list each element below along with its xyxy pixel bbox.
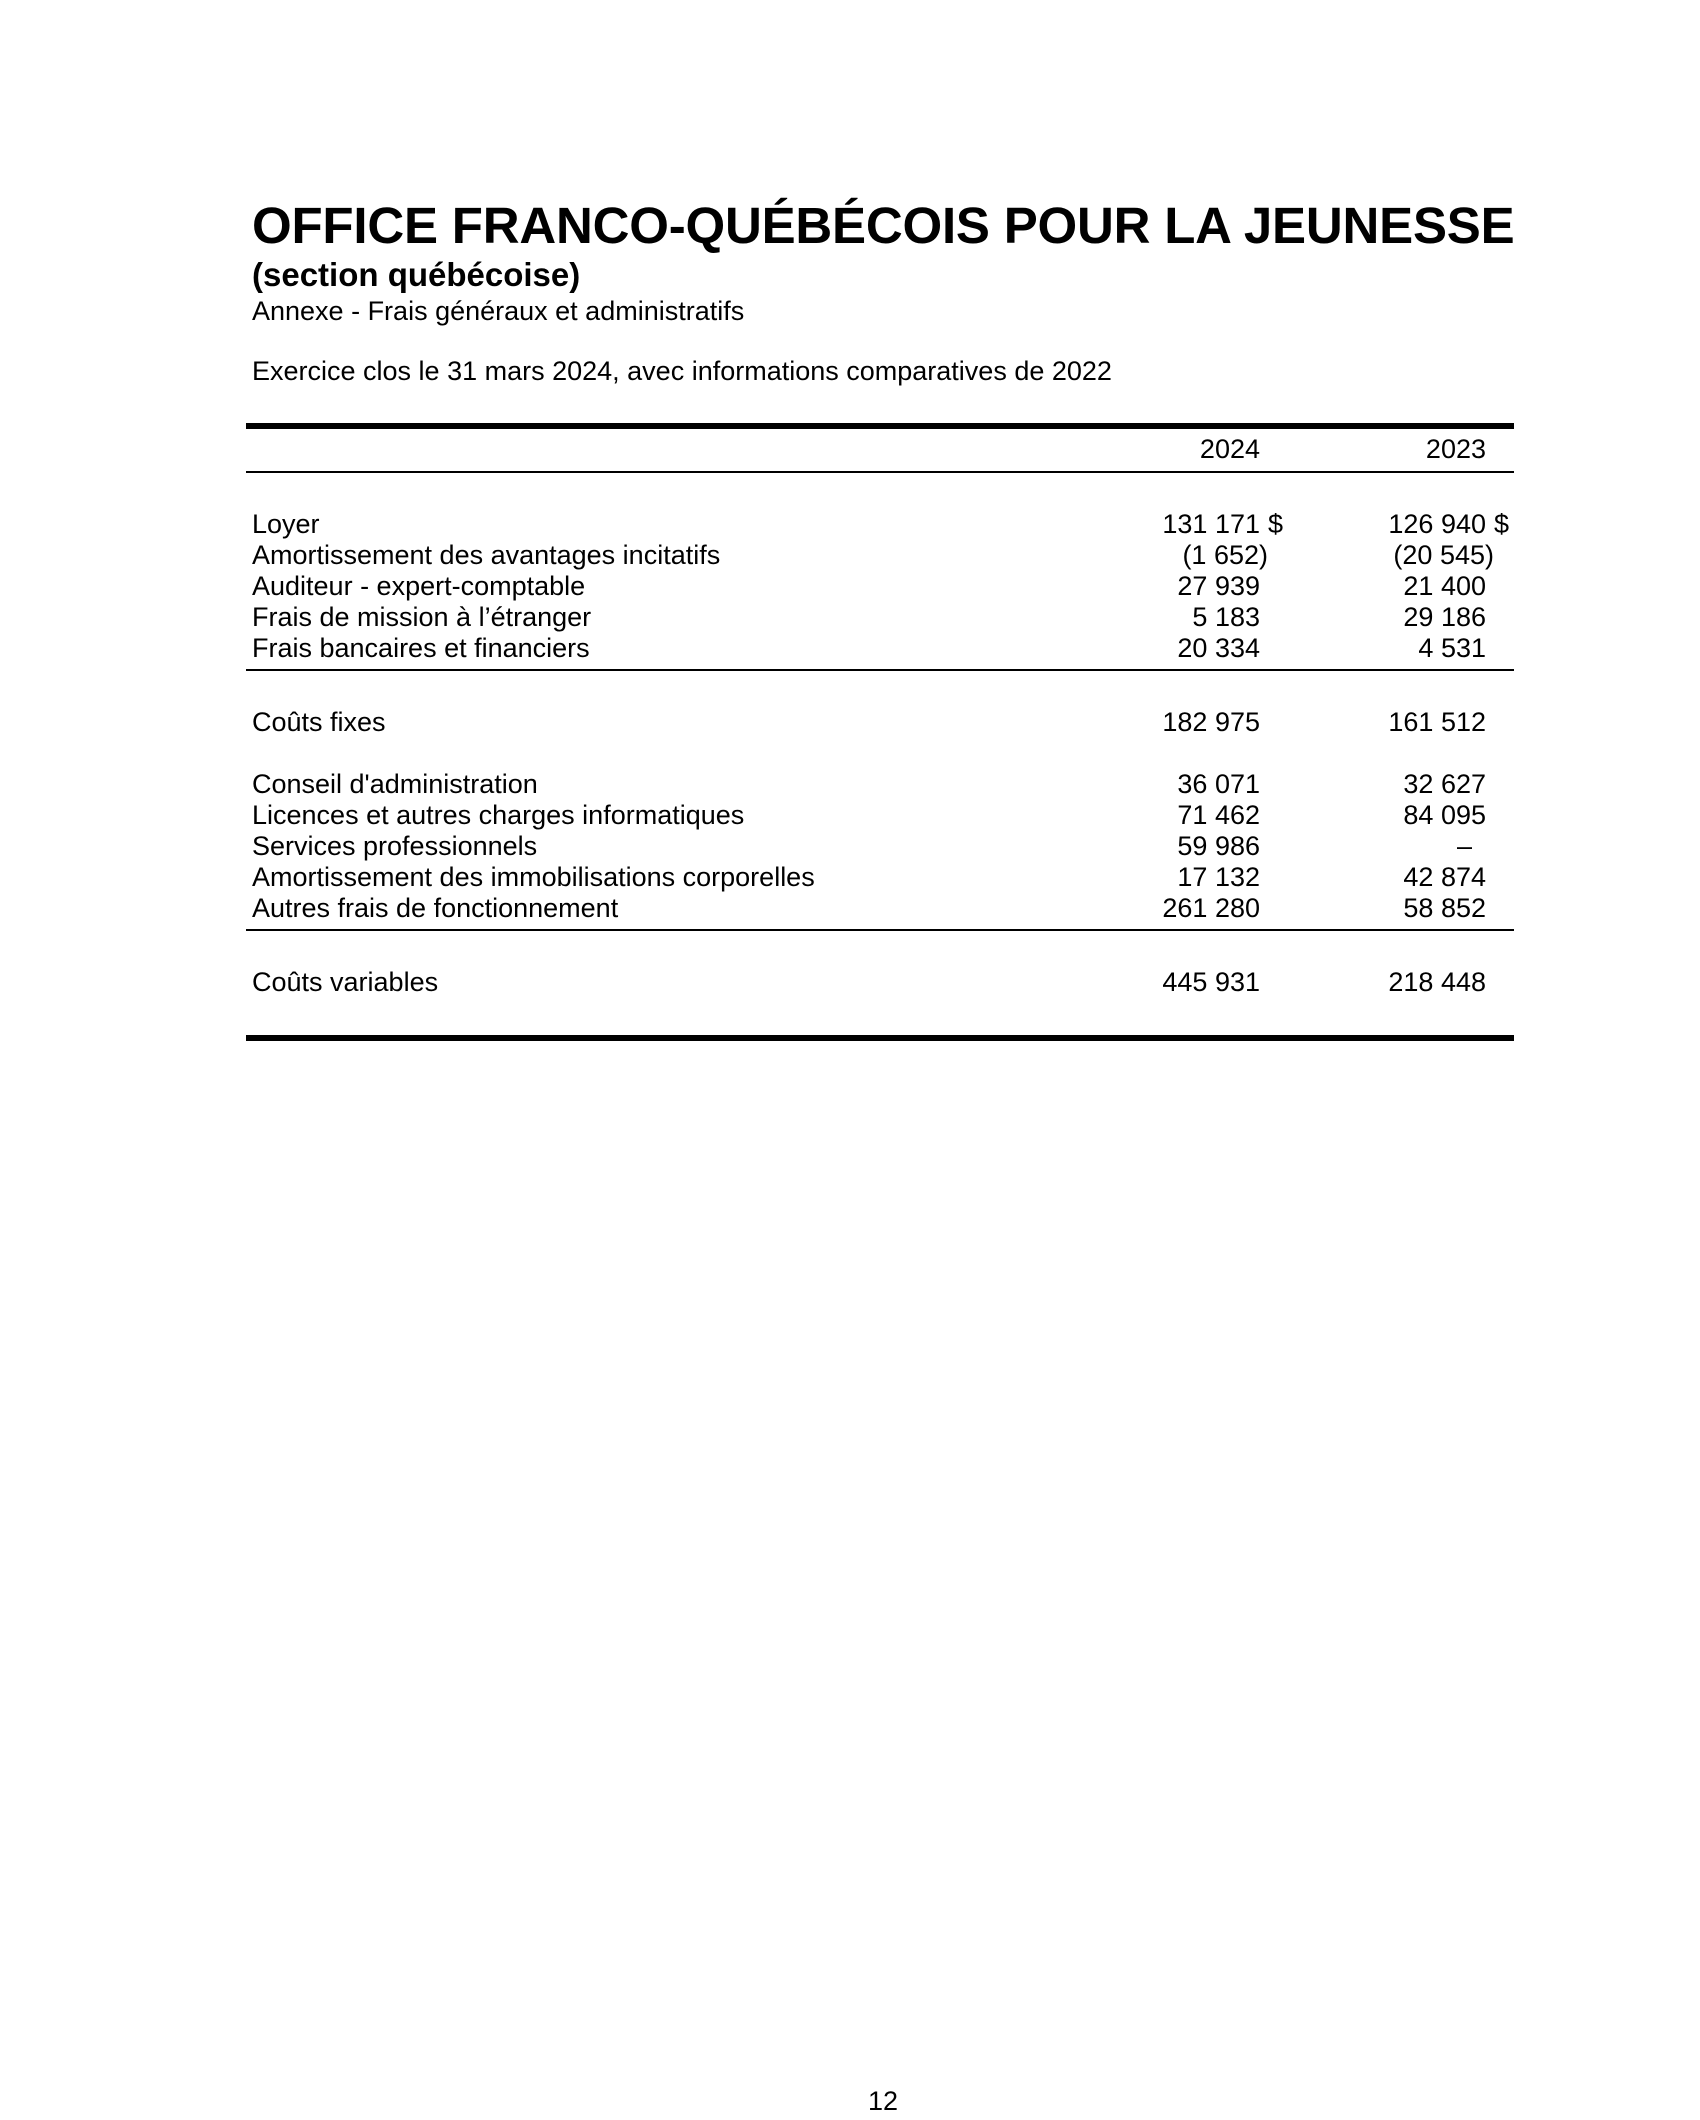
page-number: 12 [867, 2086, 899, 2116]
value-2024: (1 652) [1182, 540, 1268, 570]
table-row [0, 862, 1700, 893]
table-row [0, 633, 1700, 664]
subtotal-label: Coûts variables [252, 967, 439, 997]
table-row [0, 571, 1700, 602]
fiscal-period: Exercice clos le 31 mars 2024, avec informations comparatives de 2022 [252, 356, 1112, 386]
table-row [0, 831, 1700, 862]
value-2024: 27 939 [1177, 571, 1260, 601]
subtotal-2023: 161 512 [1388, 707, 1486, 737]
row-label: Amortissement des avantages incitatifs [252, 540, 721, 570]
value-2024: 71 462 [1177, 800, 1260, 830]
value-2024: 36 071 [1177, 769, 1260, 799]
value-2023: 29 186 [1403, 602, 1486, 632]
subtotal-rule [246, 929, 1514, 931]
row-label: Auditeur - expert-comptable [252, 571, 586, 601]
value-2023: 126 940 [1388, 509, 1486, 539]
subtotal-2024: 182 975 [1162, 707, 1260, 737]
value-2024: 5 183 [1192, 602, 1260, 632]
value-2023: 42 874 [1403, 862, 1486, 892]
table-row [0, 540, 1700, 571]
value-2023: – [1456, 831, 1472, 861]
value-2024: 17 132 [1177, 862, 1260, 892]
document-subtitle: (section québécoise) [252, 256, 581, 293]
currency-symbol: $ [1494, 509, 1510, 539]
subtotal-row [0, 967, 1700, 998]
row-label: Licences et autres charges informatiques [252, 800, 745, 830]
row-label: Amortissement des immobilisations corporelles [252, 862, 815, 892]
row-label: Autres frais de fonctionnement [252, 893, 619, 923]
value-2023: 84 095 [1403, 800, 1486, 830]
column-header-2023: 2023 [1425, 434, 1486, 464]
row-label: Frais bancaires et financiers [252, 633, 590, 663]
table-row [0, 769, 1700, 800]
value-2023: 21 400 [1403, 571, 1486, 601]
subtotal-2024: 445 931 [1162, 967, 1260, 997]
currency-symbol: $ [1268, 509, 1284, 539]
value-2023: 4 531 [1418, 633, 1486, 663]
value-2024: 20 334 [1177, 633, 1260, 663]
table-bottom-rule [246, 1035, 1514, 1041]
value-2023: 32 627 [1403, 769, 1486, 799]
value-2023: (20 545) [1393, 540, 1494, 570]
subtotal-2023: 218 448 [1388, 967, 1486, 997]
table-row [0, 509, 1700, 540]
column-header-2024: 2024 [1199, 434, 1260, 464]
value-2023: 58 852 [1403, 893, 1486, 923]
row-label: Loyer [252, 509, 320, 539]
subtotal-row [0, 707, 1700, 738]
table-row [0, 800, 1700, 831]
document-title: OFFICE FRANCO-QUÉBÉCOIS POUR LA JEUNESSE [252, 197, 1515, 254]
annexe-heading: Annexe - Frais généraux et administratifs [252, 296, 745, 326]
row-label: Frais de mission à l’étranger [252, 602, 592, 632]
table-top-rule [246, 423, 1514, 429]
header-rule [246, 471, 1514, 473]
subtotal-label: Coûts fixes [252, 707, 386, 737]
value-2024: 59 986 [1177, 831, 1260, 861]
value-2024: 131 171 [1162, 509, 1260, 539]
row-label: Services professionnels [252, 831, 538, 861]
value-2024: 261 280 [1162, 893, 1260, 923]
row-label: Conseil d'administration [252, 769, 538, 799]
table-row [0, 893, 1700, 924]
subtotal-rule [246, 669, 1514, 671]
table-row [0, 602, 1700, 633]
